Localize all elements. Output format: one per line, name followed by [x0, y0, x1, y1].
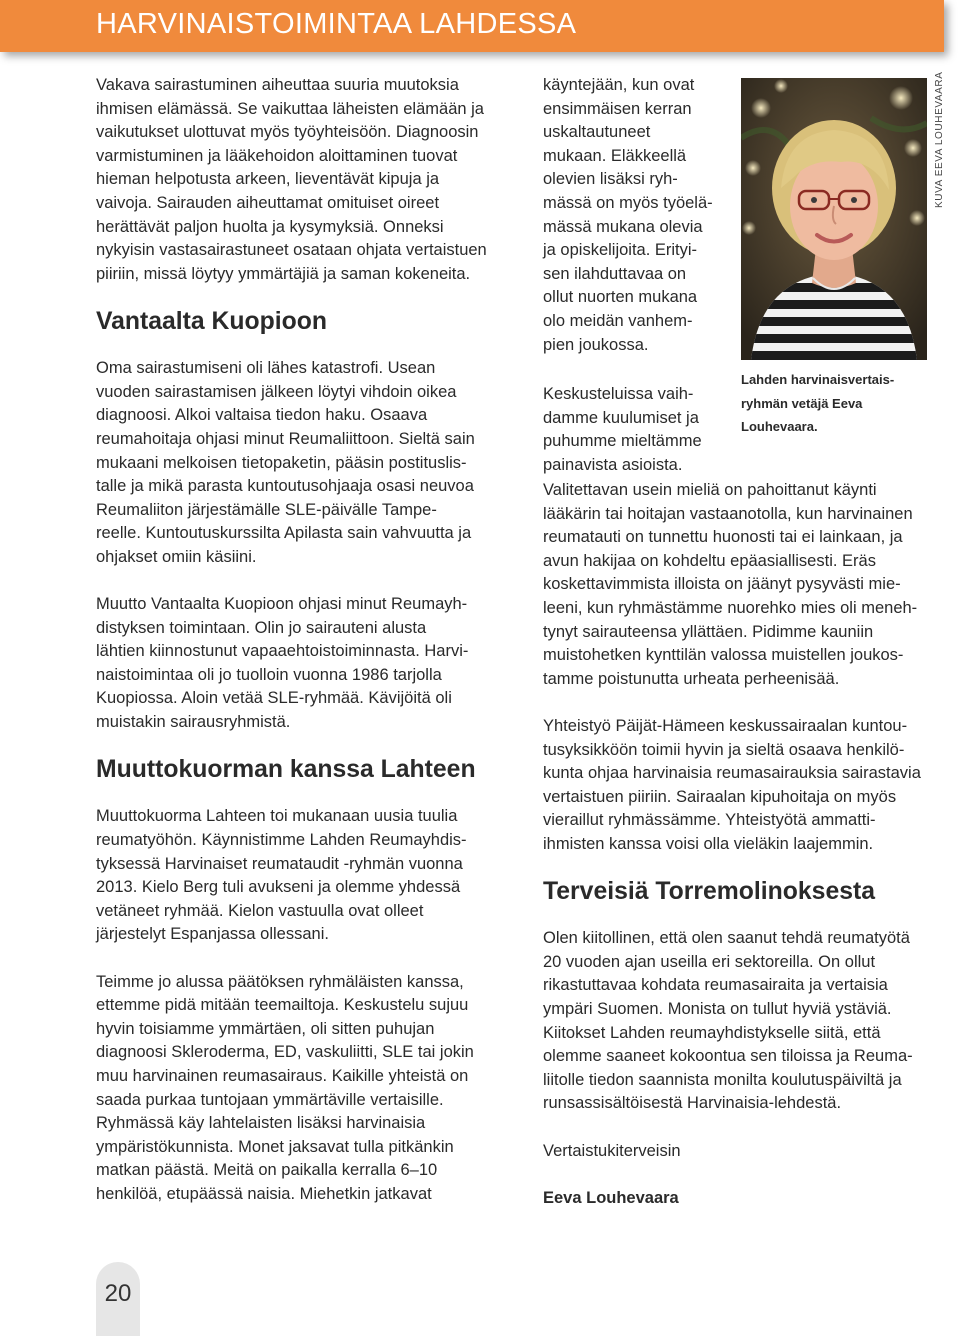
- text-line: reumahoitaja ohjasi minut Reumaliittoon. Sieltä sain: [96, 429, 475, 448]
- text-line: rikastuttavaa kohdata reumasairaita ja vertaisia: [543, 976, 888, 995]
- text-line: diagnoosi Skleroderma, ED, vaskuliitti, SLE tai jokin: [96, 1043, 474, 1062]
- caption-line: ryhmän vetäjä Eeva: [741, 395, 863, 411]
- text-line: Keskusteluissa vaih-: [543, 385, 694, 403]
- text-line: ihmisten kanssa voisi olla vieläkin laajemmin.: [543, 834, 874, 853]
- text-line: avun hakijaa on kohdeltu epäasiallisesti. Eräs: [543, 551, 876, 570]
- text-line: vaivoja. Sairauden aiheuttamat omituiset oireet: [96, 193, 440, 212]
- paragraph: [96, 593, 506, 735]
- text-line: Ryhmässä käy lahtelaisten lisäksi harvinaisia: [96, 1114, 426, 1133]
- text-line: Yhteistyö Päijät-Hämeen keskussairaalan kuntou-: [543, 716, 908, 735]
- right-column-top: [543, 74, 733, 357]
- paragraph: [543, 927, 943, 1116]
- text-line: distyksen toimintaan. Olin jo sairauteni alusta: [96, 618, 427, 637]
- text-line: ensimmäisen kerran: [543, 99, 692, 118]
- text-line: diagnoosi. Alkoi valtaisa tiedon haku. Osaava: [96, 406, 428, 425]
- text-line: hyvin toisiamme ymmärtäen, oli sitten puhujan: [96, 1019, 435, 1038]
- paragraph: [96, 357, 506, 569]
- author-signature: Eeva Louhevaara: [543, 1188, 679, 1207]
- text-line: vertaistuen piiriin. Sairaalan kipuhoitaja on myös: [543, 787, 897, 806]
- text-line: Vakava sairastuminen aiheuttaa suuria muutoksia: [96, 76, 459, 94]
- text-line: ihmisen elämässä. Se vaikuttaa läheisten elämään ja: [96, 99, 484, 118]
- text-line: ja opiskelijoita. Erityi-: [543, 241, 698, 260]
- text-line: runsassisältöisestä Harvinaisia-lehdestä.: [543, 1094, 842, 1113]
- text-line: järjestelyt Espanjassa ollessani.: [96, 925, 329, 944]
- text-line: olemme saaneet kokoontua sen tiloissa ja Reuma-: [543, 1047, 913, 1066]
- text-line: 20 vuoden ajan useilla eri sektoreilla. On ollut: [543, 952, 876, 971]
- text-line: muistakin sairausryhmistä.: [96, 713, 291, 732]
- text-line: Muutto Vantaalta Kuopioon ohjasi minut Reumayh-: [96, 595, 468, 614]
- text-line: saada purkaa tuntojaan ymmärtäville vertaisille.: [96, 1090, 444, 1109]
- text-line: ohjakset omiin käsiini.: [96, 547, 257, 566]
- text-line: liitolle tiedon saannista monilta koulutuspäiviltä ja: [543, 1070, 902, 1089]
- text-line: kunta ohjaa harvinaisia reumasairauksia sairastavia: [543, 764, 921, 783]
- text-line: olo meidän vanhem-: [543, 311, 693, 330]
- text-line: talle ja mikä parasta kuntoutusohjaaja osasi neuvoa: [96, 477, 474, 496]
- text-line: Olen kiitollinen, että olen saanut tehdä reumatyötä: [543, 929, 910, 948]
- text-line: muistohetken kynttilän valossa muistellen joukos-: [543, 646, 904, 665]
- text-line: vaikutukset ulottuvat myös työyhteisöön. Diagnoosin: [96, 123, 479, 142]
- portrait-photo: [741, 78, 927, 360]
- text-line: puhumme mieltämme: [543, 432, 702, 451]
- text-line: ollut nuorten mukana: [543, 288, 698, 307]
- paragraph: [543, 715, 943, 857]
- intro-paragraph: [96, 74, 506, 286]
- caption-line: Louhevaara.: [741, 419, 818, 434]
- text-line: tynyt sairauteensa yllättäen. Pidimme kauniin: [543, 622, 874, 641]
- text-line: käyntejään, kun ovat: [543, 76, 695, 94]
- text-line: painavista asioista.: [543, 455, 683, 474]
- text-line: Muuttokuorma Lahteen toi mukanaan uusia tuulia: [96, 807, 458, 826]
- text-line: tyksessä Harvinaiset reumataudit -ryhmän vuonna: [96, 854, 463, 873]
- page-title: HARVINAISTOIMINTAA LAHDESSA: [96, 8, 577, 40]
- text-line: Kiitokset Lahden reumayhdistykselle siitä, että: [543, 1023, 881, 1042]
- photo-credit: KUVA EEVA LOUHEVAARA: [934, 71, 945, 208]
- text-line: herättävät paljon huolta ja kysymyksiä. Onneksi: [96, 217, 444, 236]
- text-line: lääkärin tai hoitajan vastaanotolla, kun harvinainen: [543, 504, 913, 523]
- text-line: muu harvinainen reumasairaus. Kaikille yhteistä on: [96, 1066, 469, 1085]
- text-line: Kuopiossa. Aloin vetää SLE-ryhmää. Kävijöitä oli: [96, 689, 452, 708]
- right-column-bottom: [543, 479, 943, 1210]
- text-line: nykyisin vastasairastuneet osataan ohjata vertaistuen: [96, 241, 487, 260]
- text-line: olevien lisäksi ryh-: [543, 170, 678, 189]
- section-heading-vantaalta-kuopioon: Vantaalta Kuopioon: [96, 307, 328, 335]
- text-line: mässä on myös työelä-: [543, 193, 713, 212]
- text-line: pien joukossa.: [543, 335, 649, 354]
- page-number: 20: [104, 1280, 132, 1307]
- text-line: matkan päästä. Meitä on paikalla kerralla 6–10: [96, 1161, 438, 1180]
- caption-line: Lahden harvinaisvertais-: [741, 372, 895, 387]
- text-line: vetäneet ryhmää. Kielon vastuulla ovat olleet: [96, 901, 424, 920]
- page-number-tab: [96, 1262, 140, 1336]
- photo-caption: [741, 368, 941, 439]
- text-line: mukaani melkoisen tietopaketin, pääsin postituslis-: [96, 453, 467, 472]
- text-line: lähtien kiinnostunut vapaaehtoistoiminnasta. Harvi-: [96, 642, 469, 661]
- text-line: vieraillut ryhmässämme. Yhteistyötä ammatti-: [543, 811, 876, 830]
- text-line: leeni, kun ryhmästämme nuorehko mies oli meneh-: [543, 598, 918, 617]
- text-line: mässä mukana olevia: [543, 217, 703, 236]
- text-line: naistoimintaa oli jo tuolloin vuonna 1986 tarjolla: [96, 665, 442, 684]
- text-line: piiriin, missä löytyy ymmärtäjiä ja saman kokeneita.: [96, 264, 471, 283]
- text-line: reumatyöhön. Käynnistimme Lahden Reumayhdis-: [96, 831, 467, 849]
- text-line: tamme poistunutta urheata perheenisää.: [543, 669, 840, 688]
- paragraph: [96, 971, 506, 1207]
- text-line: Teimme jo alussa päätöksen ryhmäläisten kanssa,: [96, 972, 464, 991]
- text-line: reelle. Kuntoutuskurssilta Apilasta sain vahvuutta ja: [96, 524, 472, 543]
- text-line: uskaltautuneet: [543, 123, 651, 142]
- text-line: koskettavimmista illoista on jäänyt pysyvästi mie-: [543, 575, 901, 594]
- text-line: tusyksikköön toimii hyvin ja sieltä osaava henkilö-: [543, 740, 905, 759]
- text-line: ympäristökunnista. Monet jaksavat tulla pitkänkin: [96, 1137, 454, 1156]
- section-heading-muuttokuorma: Muuttokuorman kanssa Lahteen: [96, 756, 476, 784]
- text-line: 2013. Kielo Berg tuli avukseni ja olemme yhdessä: [96, 878, 461, 897]
- text-line: Reumaliiton järjestämälle SLE-päivälle Tampe-: [96, 500, 437, 519]
- text-line: hieman helpotusta arkeen, lieventävät kipuja ja: [96, 170, 440, 189]
- text-line: mukaan. Eläkkeellä: [543, 146, 687, 165]
- text-line: varmistuminen ja lääkehoidon aloittaminen tuovat: [96, 146, 458, 165]
- text-line: damme kuulumiset ja: [543, 408, 699, 427]
- text-line: henkilöä, etupäässä naisia. Miehetkin jatkavat: [96, 1184, 432, 1203]
- right-column-mid: [543, 383, 733, 477]
- text-line: reumatauti on tunnettu huonosti tai ei lainkaan, ja: [543, 528, 903, 547]
- section-heading-torremolinos: Terveisiä Torremolinoksesta: [543, 878, 875, 906]
- text-line: Oma sairastumiseni oli lähes katastrofi. Usean: [96, 359, 436, 378]
- text-line: vuoden sairastamisen jälkeen löytyi vihdoin oikea: [96, 382, 457, 401]
- left-column: [96, 74, 506, 1207]
- text-line: ettemme pidä mitään teemailtoja. Keskustelu sujuu: [96, 996, 469, 1015]
- text-line: Valitettavan usein mieliä on pahoittanut käynti: [543, 481, 877, 499]
- closing-text: Vertaistukiterveisin: [543, 1141, 681, 1160]
- text-line: ympäri Suomen. Monista on tullut hyviä ystäviä.: [543, 1000, 892, 1019]
- text-line: sen ilahduttavaa on: [543, 264, 687, 283]
- paragraph: [96, 805, 506, 947]
- paragraph: [543, 479, 943, 691]
- header-band: [0, 0, 944, 52]
